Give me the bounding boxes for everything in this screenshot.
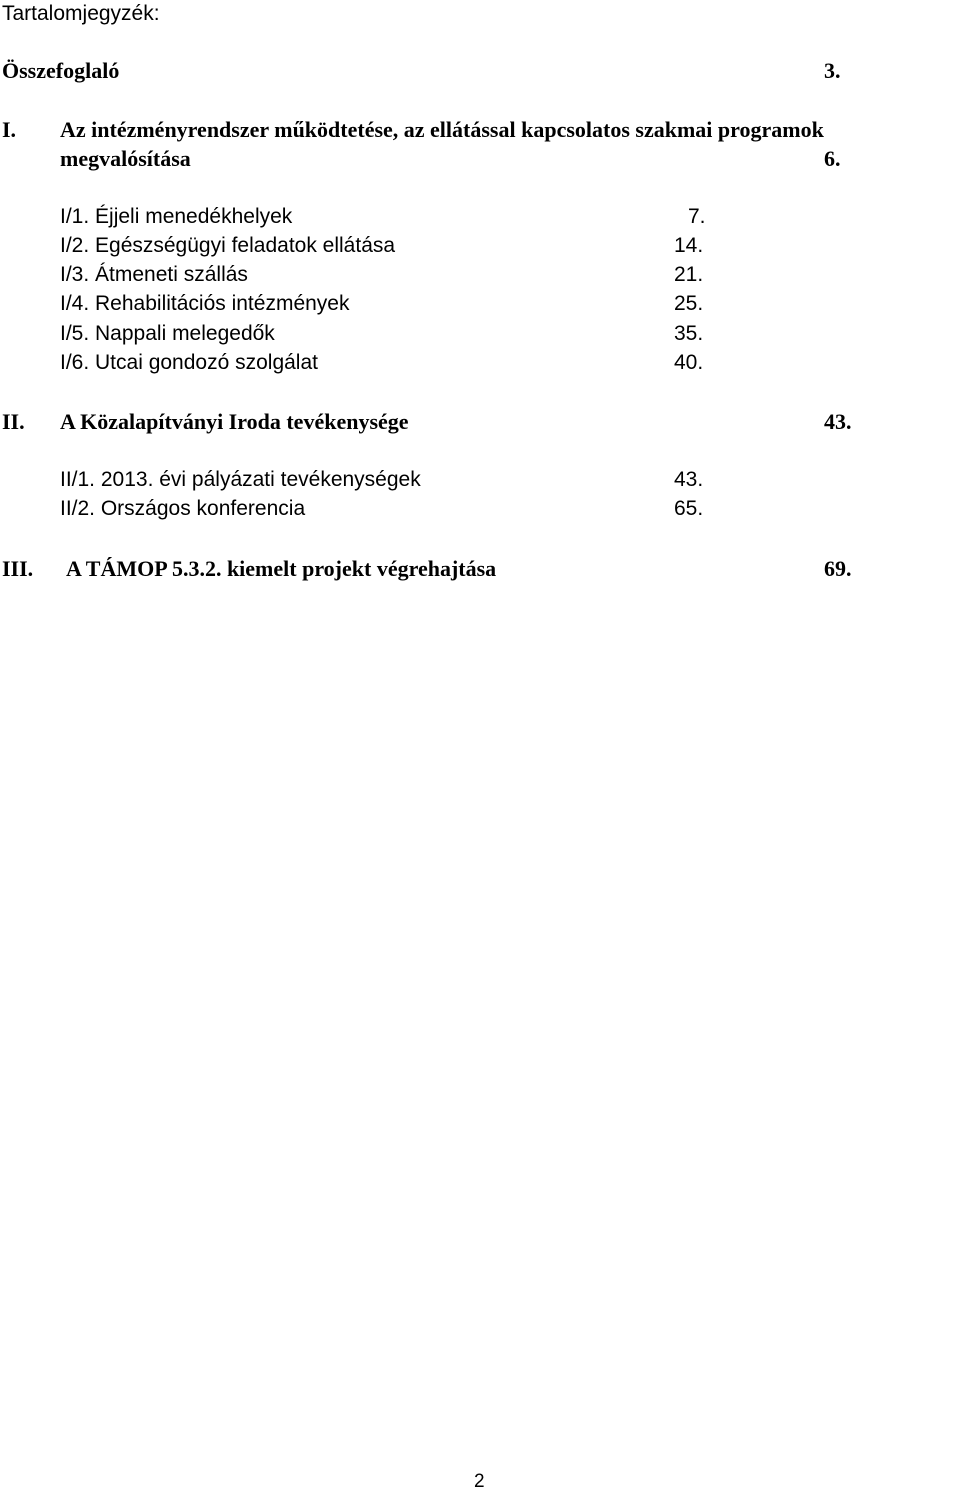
toc-heading: Tartalomjegyzék:: [2, 2, 160, 25]
toc-section-1-number: I.: [2, 117, 17, 142]
toc-section-2-title: A Közalapítványi Iroda tevékenysége: [60, 409, 409, 434]
toc-section-1-page: 6.: [824, 146, 841, 171]
toc-section-2-page: 43.: [824, 409, 852, 434]
toc-subitem-page: 21.: [674, 263, 704, 286]
toc-subitem-label: II/2. Országos konferencia: [60, 497, 306, 520]
toc-section-2-number: II.: [2, 409, 25, 434]
toc-subitem-label: I/6. Utcai gondozó szolgálat: [60, 351, 318, 374]
toc-subitem-label: I/2. Egészségügyi feladatok ellátása: [60, 234, 396, 257]
toc-subitem-page: 25.: [674, 292, 704, 315]
toc-subitem-label: I/5. Nappali melegedők: [60, 322, 275, 345]
toc-summary-label: Összefoglaló: [2, 58, 120, 83]
toc-subitem-label: I/4. Rehabilitációs intézmények: [60, 292, 350, 315]
toc-section-3-title: A TÁMOP 5.3.2. kiemelt projekt végrehajtása: [66, 556, 497, 581]
page-number: 2: [474, 1471, 485, 1492]
toc-section-3-number: III.: [2, 556, 34, 581]
toc-subitem-label: I/3. Átmeneti szállás: [60, 263, 248, 286]
toc-subitem-page: 40.: [674, 351, 704, 374]
toc-subitem-page: 7.: [688, 205, 706, 228]
toc-summary-page: 3.: [824, 58, 841, 83]
toc-section-3-page: 69.: [824, 556, 852, 581]
toc-subitem-page: 43.: [674, 468, 704, 491]
toc-section-1-title-line1: Az intézményrendszer működtetése, az ellátással kapcsolatos szakmai programok: [60, 117, 824, 142]
toc-subitem-page: 35.: [674, 322, 704, 345]
toc-subitem-page: 65.: [674, 497, 704, 520]
toc-subitem-label: II/1. 2013. évi pályázati tevékenységek: [60, 468, 421, 491]
toc-subitem-label: I/1. Éjjeli menedékhelyek: [60, 205, 293, 228]
toc-section-1-title-line2: megvalósítása: [60, 146, 191, 171]
toc-subitem-page: 14.: [674, 234, 704, 257]
